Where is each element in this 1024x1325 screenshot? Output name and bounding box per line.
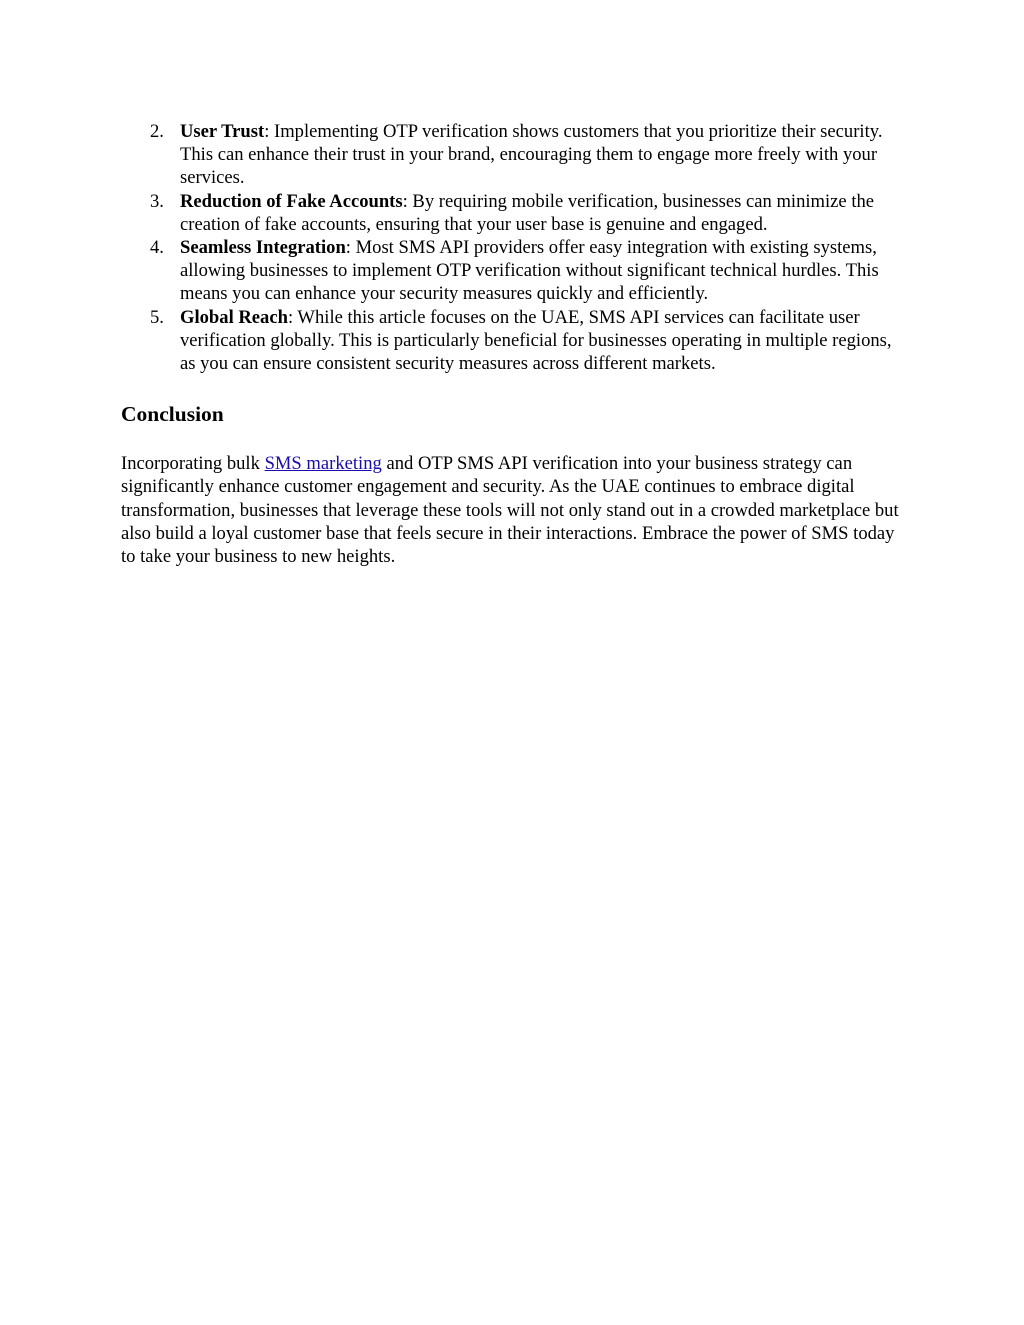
conclusion-text-end: and OTP SMS API verification into your business strategy can significantly enhance customer engagement and security. As the UAE continues to embrace digital transformation, businesses that leverage these tools will not only stand out in a crowded marketplace but also build a loyal customer base that feels secure in their interactions. Embrace the power of SMS today to take your business to new heights. — [121, 453, 899, 568]
list-item-text: : Most SMS API providers offer easy integration with existing systems, allowing businesses to implement OTP verification without significant technical hurdles. This means you can enhance your security measures quickly and efficiently. — [180, 237, 879, 305]
list-item-number: 5. — [150, 306, 164, 328]
list-item-number: 4. — [150, 237, 164, 259]
list-item — [121, 236, 911, 306]
benefits-list — [121, 120, 911, 375]
list-item-title: Global Reach — [180, 306, 288, 328]
list-item-title: User Trust — [180, 121, 265, 142]
list-item — [121, 190, 911, 236]
list-item-title: Reduction of Fake Accounts — [180, 190, 403, 212]
conclusion-text-start: Incorporating bulk — [121, 453, 265, 475]
list-item — [121, 306, 911, 376]
list-item-number: 2. — [150, 121, 164, 142]
list-item-number: 3. — [150, 190, 164, 212]
conclusion-paragraph — [121, 452, 911, 568]
conclusion-heading: Conclusion — [121, 402, 224, 427]
list-item — [121, 120, 911, 190]
list-item-text: : Implementing OTP verification shows customers that you prioritize their security. This can enhance their trust in your brand, encouraging them to engage more freely with your services. — [180, 121, 883, 189]
document-page — [121, 120, 911, 568]
sms-marketing-link[interactable]: SMS marketing — [264, 453, 382, 475]
list-item-text: : By requiring mobile verification, businesses can minimize the creation of fake accounts, ensuring that your user base is genuine and engaged. — [180, 190, 875, 235]
list-item-title: Seamless Integration — [180, 237, 346, 259]
list-item-text: : While this article focuses on the UAE, SMS API services can facilitate user verification globally. This is particularly beneficial for businesses operating in multiple regions, as you can ensure consistent security measures across different markets. — [180, 306, 892, 375]
